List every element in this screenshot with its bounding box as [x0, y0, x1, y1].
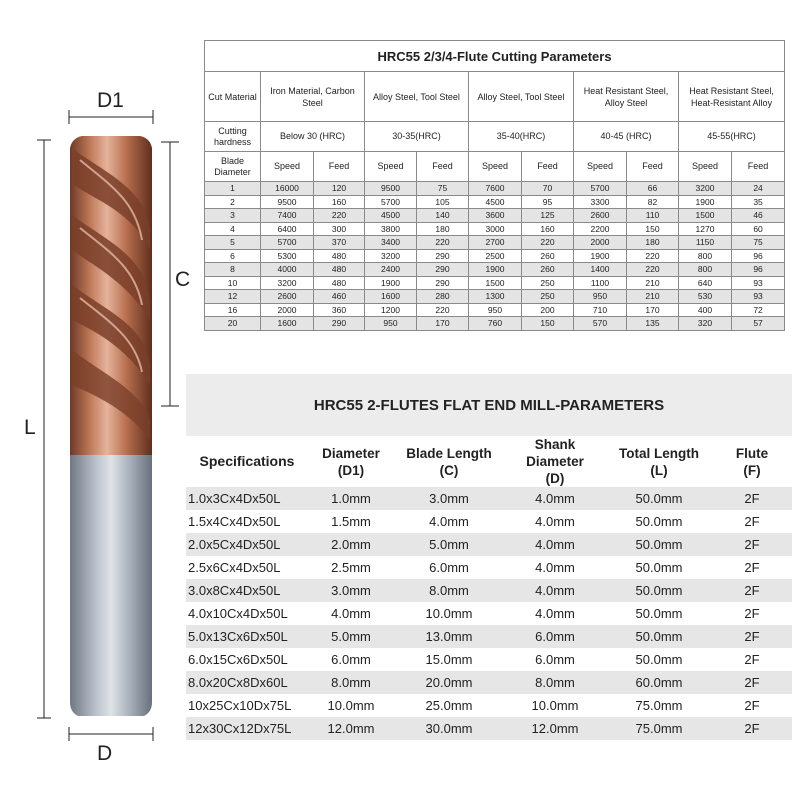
header-total-length: [606, 436, 712, 487]
total-length-cell: 50.0mm: [606, 487, 712, 510]
feed-cell: 120: [314, 182, 365, 196]
material-cell: Heat Resistant Steel, Heat-Resistant Alloy: [679, 72, 785, 122]
speed-cell: 1900: [365, 276, 417, 290]
feed-cell: 66: [627, 182, 679, 196]
tool-flute-section: [70, 136, 152, 455]
feed-cell: 460: [314, 290, 365, 304]
blade-diameter-cell: 2: [205, 195, 261, 209]
total-length-cell: 50.0mm: [606, 579, 712, 602]
cutting-table-row: [205, 249, 785, 263]
speed-cell: 9500: [365, 182, 417, 196]
speed-cell: 1100: [574, 276, 627, 290]
speed-cell: 530: [679, 290, 732, 304]
total-length-cell: 50.0mm: [635, 514, 683, 529]
speed-cell: 3600: [469, 209, 522, 223]
total-length-cell: 50.0mm: [606, 533, 712, 556]
feed-header: Feed: [732, 152, 785, 182]
header-label: Diameter: [322, 445, 380, 461]
flute-cell: 2F: [744, 652, 760, 667]
feed-cell: 72: [732, 303, 785, 317]
blade-diameter-cell: 10: [205, 276, 261, 290]
diameter-cell: 6.0mm: [331, 652, 371, 667]
feed-cell: 125: [522, 209, 574, 223]
blade-diameter-cell: 1: [205, 182, 261, 196]
feed-cell: 135: [627, 317, 679, 331]
spec-table-row: [186, 579, 792, 602]
blade-length-cell: 4.0mm: [429, 514, 469, 529]
specification-cell: 4.0x10Cx4Dx50L: [188, 606, 288, 621]
material-cell: Alloy Steel, Tool Steel: [469, 72, 574, 122]
feed-cell: 290: [417, 276, 469, 290]
diameter-cell: 2.5mm: [331, 560, 371, 575]
speed-cell: 4500: [365, 209, 417, 223]
feed-cell: 105: [417, 195, 469, 209]
cutting-table-row: [205, 317, 785, 331]
diameter-cell: 1.5mm: [331, 514, 371, 529]
feed-cell: 220: [627, 263, 679, 277]
feed-cell: 160: [522, 222, 574, 236]
feed-cell: 170: [627, 303, 679, 317]
end-mill-illustration: [0, 0, 200, 800]
speed-cell: 1900: [679, 195, 732, 209]
cutting-table-row: [205, 276, 785, 290]
speed-cell: 2000: [261, 303, 314, 317]
feed-cell: 220: [627, 249, 679, 263]
header-flute: [712, 436, 792, 487]
hardness-cell: 45-55(HRC): [679, 122, 785, 152]
material-cell: Iron Material, Carbon Steel: [261, 72, 365, 122]
feed-cell: 96: [732, 263, 785, 277]
blade-length-cell: 10.0mm: [425, 606, 473, 621]
flute-cell: 2F: [744, 514, 760, 529]
feed-cell: 75: [417, 182, 469, 196]
header-label: Specifications: [199, 453, 295, 469]
feed-cell: 220: [522, 236, 574, 250]
feed-cell: 290: [417, 263, 469, 277]
shank-diameter-cell: 4.0mm: [535, 560, 575, 575]
blade-length-cell: 3.0mm: [394, 487, 504, 510]
header-sub: (C): [439, 462, 459, 478]
blade-length-cell: 5.0mm: [394, 533, 504, 556]
label-d1: D1: [97, 89, 124, 112]
blade-length-cell: 20.0mm: [394, 671, 504, 694]
blade-length-cell: 15.0mm: [425, 652, 473, 667]
feed-cell: 210: [627, 276, 679, 290]
blade-diameter-cell: 16: [205, 303, 261, 317]
shank-diameter-cell: 4.0mm: [535, 606, 575, 621]
shank-diameter-cell: 6.0mm: [504, 625, 606, 648]
diameter-cell: 10.0mm: [327, 698, 375, 713]
specification-cell: 3.0x8Cx4Dx50L: [186, 579, 308, 602]
speed-cell: 570: [574, 317, 627, 331]
feed-cell: 200: [522, 303, 574, 317]
hardness-cell: 30-35(HRC): [365, 122, 469, 152]
feed-header: Feed: [417, 152, 469, 182]
speed-cell: 800: [679, 263, 732, 277]
speed-cell: 2400: [365, 263, 417, 277]
feed-cell: 480: [314, 249, 365, 263]
shank-diameter-cell: 4.0mm: [504, 487, 606, 510]
header-diameter: [308, 436, 394, 487]
feed-cell: 60: [732, 222, 785, 236]
speed-cell: 1600: [261, 317, 314, 331]
speed-cell: 1150: [679, 236, 732, 250]
flute-cell: 2F: [712, 717, 792, 740]
flute-cell: 2F: [712, 671, 792, 694]
shank-diameter-cell: 12.0mm: [504, 717, 606, 740]
speed-cell: 710: [574, 303, 627, 317]
speed-cell: 1270: [679, 222, 732, 236]
speed-cell: 950: [365, 317, 417, 331]
feed-cell: 93: [732, 276, 785, 290]
flute-cell: 2F: [744, 698, 760, 713]
speed-cell: 800: [679, 249, 732, 263]
blade-length-cell: 25.0mm: [425, 698, 473, 713]
cut-material-header: Cut Material: [205, 72, 261, 122]
speed-cell: 3400: [365, 236, 417, 250]
feed-cell: 170: [417, 317, 469, 331]
shank-diameter-cell: 10.0mm: [531, 698, 579, 713]
feed-cell: 93: [732, 290, 785, 304]
feed-cell: 220: [417, 236, 469, 250]
speed-header: Speed: [261, 152, 314, 182]
shank-diameter-cell: 4.0mm: [504, 533, 606, 556]
header-label: Blade Length: [406, 445, 492, 461]
shank-diameter-cell: 6.0mm: [535, 652, 575, 667]
specification-cell: 2.0x5Cx4Dx50L: [186, 533, 308, 556]
blade-diameter-cell: 5: [205, 236, 261, 250]
feed-cell: 24: [732, 182, 785, 196]
diameter-cell: 1.0mm: [308, 487, 394, 510]
speed-cell: 3200: [365, 249, 417, 263]
feed-cell: 480: [314, 276, 365, 290]
cutting-table-title: HRC55 2/3/4-Flute Cutting Parameters: [205, 41, 785, 72]
feed-cell: 250: [522, 276, 574, 290]
speed-header: Speed: [365, 152, 417, 182]
diameter-cell: 3.0mm: [308, 579, 394, 602]
speed-cell: 320: [679, 317, 732, 331]
speed-cell: 5700: [261, 236, 314, 250]
feed-cell: 180: [417, 222, 469, 236]
speed-cell: 4500: [469, 195, 522, 209]
cutting-hardness-header: Cutting hardness: [205, 122, 261, 152]
spec-table-row: [186, 625, 792, 648]
speed-cell: 1400: [574, 263, 627, 277]
feed-cell: 260: [522, 249, 574, 263]
label-c: C: [175, 268, 191, 291]
feed-cell: 280: [417, 290, 469, 304]
feed-header: Feed: [627, 152, 679, 182]
spec-table-title: HRC55 2-FLUTES FLAT END MILL-PARAMETERS: [186, 374, 792, 436]
speed-cell: 950: [574, 290, 627, 304]
specification-cell: 6.0x15Cx6Dx50L: [188, 652, 288, 667]
blade-diameter-cell: 3: [205, 209, 261, 223]
spec-table-row: [186, 533, 792, 556]
total-length-cell: 60.0mm: [606, 671, 712, 694]
material-cell: Alloy Steel, Tool Steel: [365, 72, 469, 122]
blade-diameter-cell: 8: [205, 263, 261, 277]
speed-cell: 2600: [574, 209, 627, 223]
specification-cell: 2.5x6Cx4Dx50L: [188, 560, 281, 575]
speed-cell: 640: [679, 276, 732, 290]
specification-cell: 12x30Cx12Dx75L: [186, 717, 308, 740]
tool-shank: [70, 448, 152, 716]
total-length-cell: 50.0mm: [635, 560, 683, 575]
total-length-cell: 50.0mm: [635, 652, 683, 667]
cutting-parameters-table: [204, 40, 784, 331]
feed-cell: 140: [417, 209, 469, 223]
cutting-table-row: [205, 195, 785, 209]
feed-header: Feed: [314, 152, 365, 182]
blade-diameter-cell: 12: [205, 290, 261, 304]
feed-cell: 300: [314, 222, 365, 236]
specification-cell: 10x25Cx10Dx75L: [188, 698, 292, 713]
spec-table-row: [186, 694, 792, 717]
shank-diameter-cell: 4.0mm: [535, 514, 575, 529]
speed-cell: 2700: [469, 236, 522, 250]
label-l: L: [24, 416, 36, 439]
cutting-table-row: [205, 236, 785, 250]
diameter-cell: 8.0mm: [308, 671, 394, 694]
speed-cell: 7400: [261, 209, 314, 223]
speed-header: Speed: [469, 152, 522, 182]
header-sub: (D1): [337, 462, 365, 478]
flute-cell: 2F: [712, 579, 792, 602]
blade-diameter-header: Blade Diameter: [205, 152, 261, 182]
speed-cell: 1500: [469, 276, 522, 290]
speed-cell: 5300: [261, 249, 314, 263]
hardness-cell: 35-40(HRC): [469, 122, 574, 152]
header-label: Total Length: [619, 445, 699, 461]
speed-header: Speed: [679, 152, 732, 182]
blade-diameter-cell: 6: [205, 249, 261, 263]
speed-cell: 2500: [469, 249, 522, 263]
feed-cell: 360: [314, 303, 365, 317]
speed-cell: 7600: [469, 182, 522, 196]
speed-cell: 1200: [365, 303, 417, 317]
cutting-table-row: [205, 263, 785, 277]
spec-table-row: [186, 717, 792, 740]
speed-cell: 3800: [365, 222, 417, 236]
blade-length-cell: 30.0mm: [394, 717, 504, 740]
flute-cell: 2F: [744, 560, 760, 575]
cutting-table-row: [205, 290, 785, 304]
speed-cell: 1900: [574, 249, 627, 263]
speed-cell: 3300: [574, 195, 627, 209]
specification-cell: 1.5x4Cx4Dx50L: [188, 514, 281, 529]
header-specifications: [186, 436, 308, 487]
speed-cell: 760: [469, 317, 522, 331]
spec-table-row: [186, 556, 792, 579]
header-sub: (L): [650, 462, 668, 478]
specification-cell: 1.0x3Cx4Dx50L: [186, 487, 308, 510]
feed-cell: 150: [522, 317, 574, 331]
speed-cell: 2200: [574, 222, 627, 236]
cutting-table-row: [205, 209, 785, 223]
feed-cell: 82: [627, 195, 679, 209]
spec-table-row: [186, 602, 792, 625]
specification-cell: 5.0x13Cx6Dx50L: [186, 625, 308, 648]
header-shank-diameter: [504, 436, 606, 487]
feed-cell: 180: [627, 236, 679, 250]
feed-cell: 70: [522, 182, 574, 196]
feed-cell: 35: [732, 195, 785, 209]
blade-length-cell: 6.0mm: [429, 560, 469, 575]
header-label: Shank Diameter: [526, 437, 584, 469]
speed-cell: 400: [679, 303, 732, 317]
speed-cell: 9500: [261, 195, 314, 209]
spec-table-row: [186, 510, 792, 533]
speed-cell: 3200: [679, 182, 732, 196]
feed-cell: 250: [522, 290, 574, 304]
blade-diameter-cell: 20: [205, 317, 261, 331]
speed-cell: 4000: [261, 263, 314, 277]
cutting-table-row: [205, 222, 785, 236]
end-mill-spec-table: [186, 374, 792, 740]
speed-cell: 1900: [469, 263, 522, 277]
speed-cell: 1300: [469, 290, 522, 304]
feed-cell: 220: [417, 303, 469, 317]
spec-table-row: [186, 671, 792, 694]
feed-cell: 260: [522, 263, 574, 277]
feed-cell: 150: [627, 222, 679, 236]
speed-cell: 2000: [574, 236, 627, 250]
blade-length-cell: 13.0mm: [394, 625, 504, 648]
feed-cell: 290: [417, 249, 469, 263]
shank-diameter-cell: 4.0mm: [504, 579, 606, 602]
total-length-cell: 50.0mm: [606, 625, 712, 648]
feed-cell: 57: [732, 317, 785, 331]
speed-cell: 3200: [261, 276, 314, 290]
header-label: Flute: [735, 445, 769, 461]
cutting-table-row: [205, 303, 785, 317]
hardness-cell: Below 30 (HRC): [261, 122, 365, 152]
blade-length-cell: 8.0mm: [394, 579, 504, 602]
feed-cell: 290: [314, 317, 365, 331]
feed-cell: 480: [314, 263, 365, 277]
feed-cell: 75: [732, 236, 785, 250]
material-cell: Heat Resistant Steel, Alloy Steel: [574, 72, 679, 122]
feed-cell: 370: [314, 236, 365, 250]
speed-cell: 3000: [469, 222, 522, 236]
diameter-cell: 5.0mm: [308, 625, 394, 648]
header-sub: (F): [743, 462, 761, 478]
feed-cell: 160: [314, 195, 365, 209]
speed-cell: 1600: [365, 290, 417, 304]
flute-cell: 2F: [744, 606, 760, 621]
speed-cell: 6400: [261, 222, 314, 236]
header-blade-length: [394, 436, 504, 487]
feed-cell: 210: [627, 290, 679, 304]
specification-cell: 8.0x20Cx8Dx60L: [186, 671, 308, 694]
diameter-cell: 12.0mm: [308, 717, 394, 740]
total-length-cell: 75.0mm: [606, 717, 712, 740]
feed-cell: 46: [732, 209, 785, 223]
spec-table-row: [186, 648, 792, 671]
blade-diameter-cell: 4: [205, 222, 261, 236]
flute-cell: 2F: [712, 487, 792, 510]
speed-cell: 950: [469, 303, 522, 317]
flute-cell: 2F: [712, 625, 792, 648]
speed-cell: 1500: [679, 209, 732, 223]
feed-cell: 110: [627, 209, 679, 223]
header-sub: (D): [545, 471, 565, 486]
cutting-table-row: [205, 182, 785, 196]
feed-cell: 220: [314, 209, 365, 223]
label-d: D: [97, 742, 113, 765]
speed-cell: 5700: [365, 195, 417, 209]
speed-header: Speed: [574, 152, 627, 182]
feed-header: Feed: [522, 152, 574, 182]
shank-diameter-cell: 8.0mm: [504, 671, 606, 694]
feed-cell: 96: [732, 249, 785, 263]
feed-cell: 95: [522, 195, 574, 209]
total-length-cell: 50.0mm: [635, 606, 683, 621]
hardness-cell: 40-45 (HRC): [574, 122, 679, 152]
diameter-cell: 4.0mm: [331, 606, 371, 621]
diameter-cell: 2.0mm: [308, 533, 394, 556]
total-length-cell: 75.0mm: [635, 698, 683, 713]
speed-cell: 2600: [261, 290, 314, 304]
spec-table-row: [186, 487, 792, 510]
speed-cell: 5700: [574, 182, 627, 196]
speed-cell: 16000: [261, 182, 314, 196]
flute-cell: 2F: [712, 533, 792, 556]
